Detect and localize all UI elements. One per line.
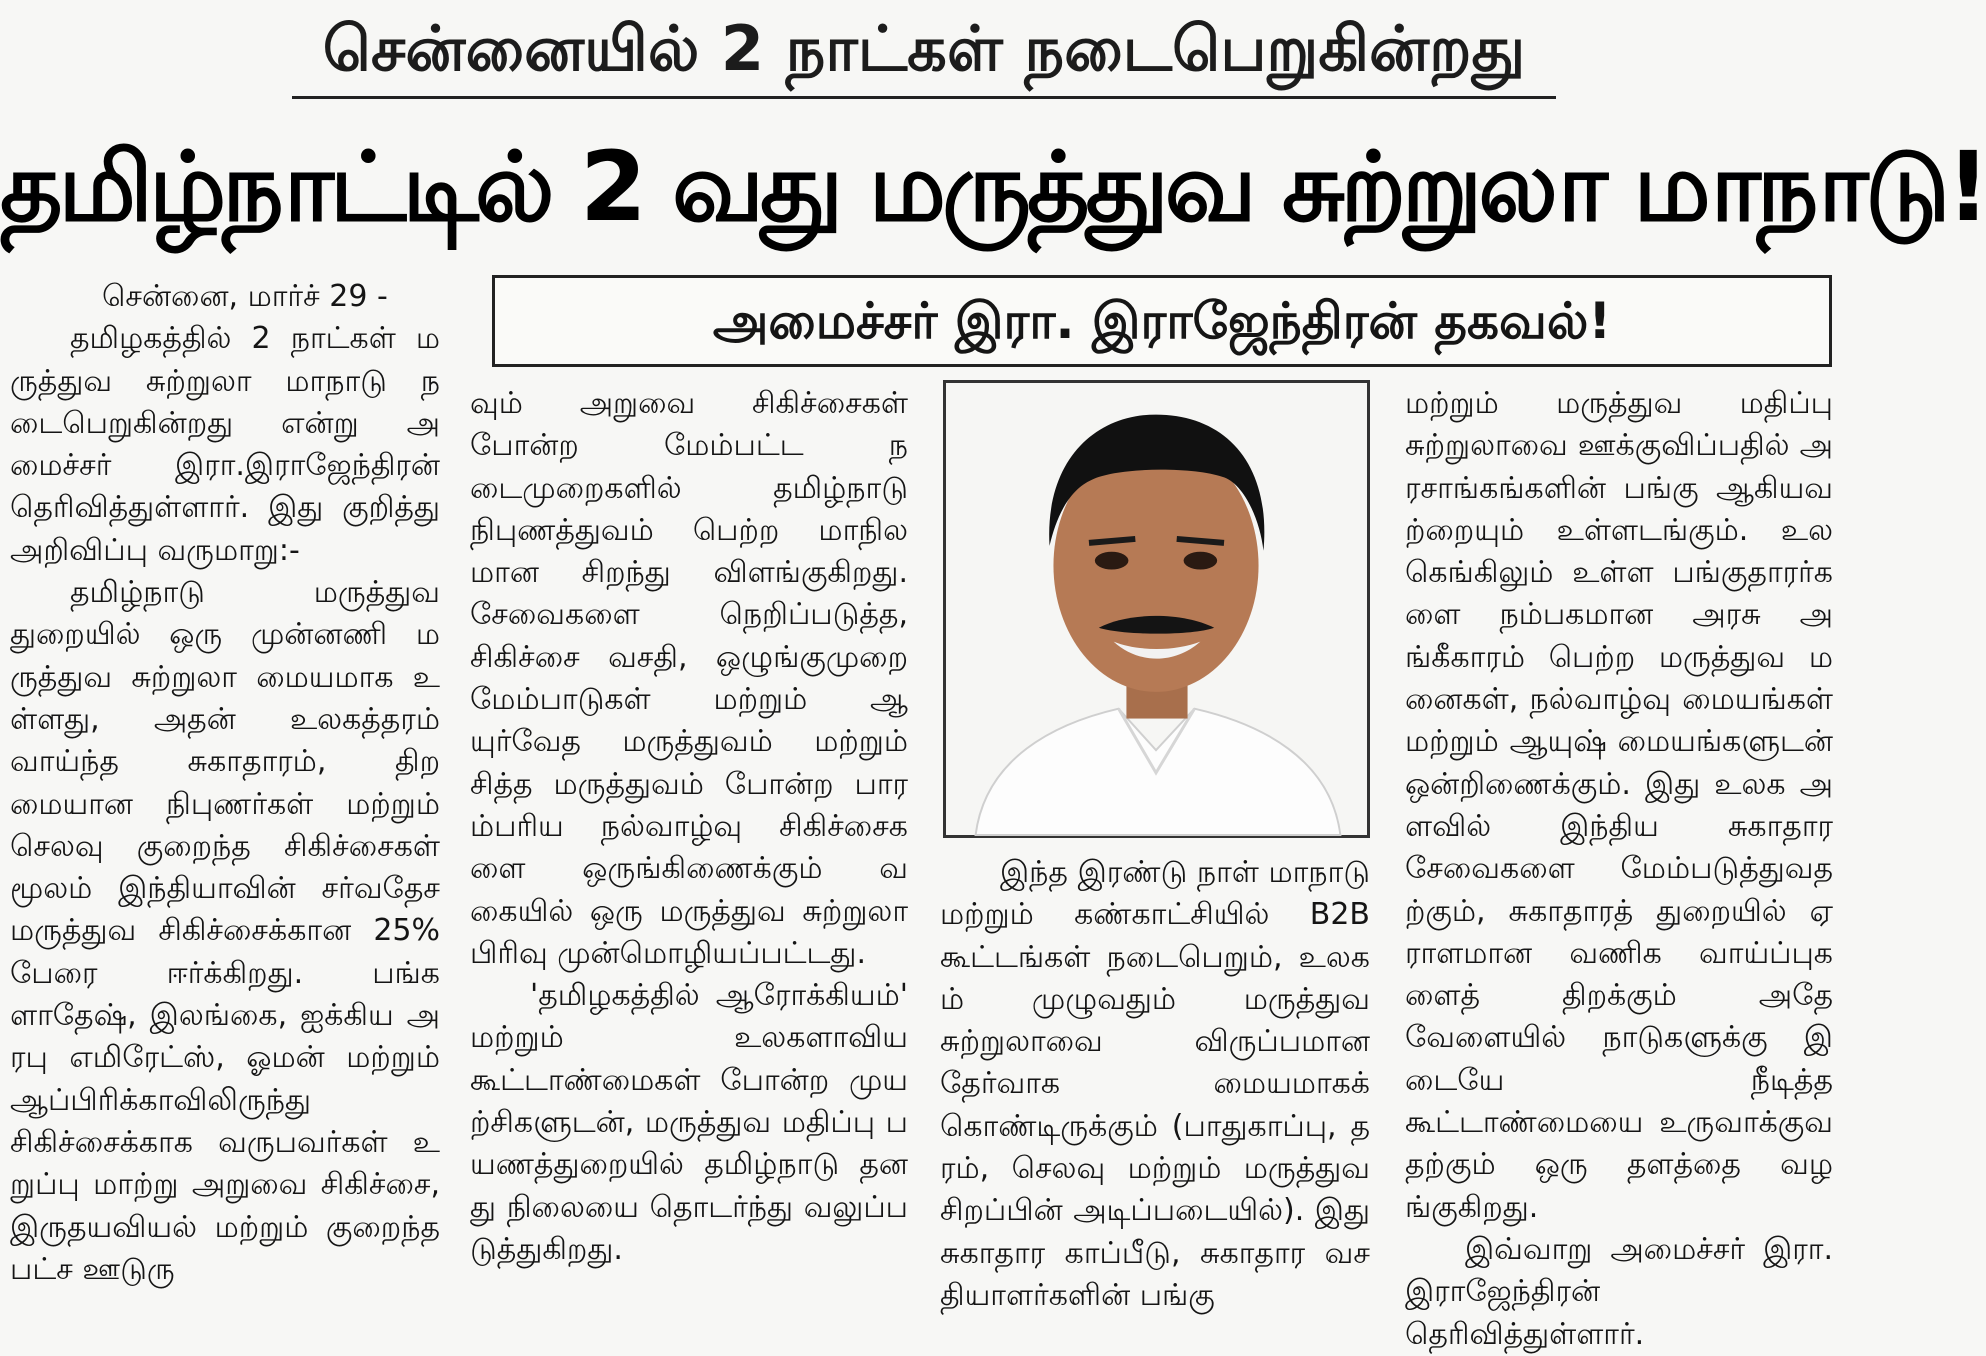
paragraph: 'தமிழகத்தில் ஆரோக்கியம்' மற்றும் உலகளாவிய கூட்டாண்மைகள் போன்ற முயற்சிகளுடன், மருத்துவ மதிப்பு பயணத்துறையில் தமிழ்நாடு தனது நிலையை தொடர்ந்து வலுப்படுத்துகிறது. xyxy=(470,978,908,1267)
article-column-4 xyxy=(1405,383,1833,1352)
minister-photo xyxy=(943,380,1370,838)
kicker-headline: சென்னையில் 2 நாட்கள் நடைபெறுகின்றது xyxy=(292,6,1556,99)
paragraph: இவ்வாறு அமைச்சர் இரா.இராஜேந்திரன் தெரிவித்துள்ளார். xyxy=(1405,1231,1833,1352)
article-column-3 xyxy=(940,852,1370,1313)
main-headline: தமிழ்நாட்டில் 2 வது மருத்துவ சுற்றுலா மாநாடு! xyxy=(0,131,1986,243)
dateline: சென்னை, மார்ச் 29 - xyxy=(102,279,388,314)
paragraph: மற்றும் மருத்துவ மதிப்பு சுற்றுலாவை ஊக்குவிப்பதில் அரசாங்கங்களின் பங்கு ஆகியவற்றையும் உள்ளடங்கும். உலகெங்கிலும் உள்ள பங்குதாரர்களை நம்பகமான அரசு அங்கீகாரம் பெற்ற மருத்துவ மனைகள், நல்வாழ்வு மையங்கள் மற்றும் ஆயுஷ் மையங்களுடன் ஒன்றிணைக்கும். இது உலக அளவில் இந்திய சுகாதார சேவைகளை மேம்படுத்துவதற்கும், சுகாதாரத் துறையில் ஏராளமான வணிக வாய்ப்புகளைத் திறக்கும் அதே வேளையில் நாடுகளுக்கு இடையே நீடித்த கூட்டாண்மையை உருவாக்குவதற்கும் ஒரு தளத்தை வழங்குகிறது. xyxy=(1405,386,1833,1225)
portrait-photo-icon xyxy=(946,383,1367,835)
sub-headline: அமைச்சர் இரா. இராஜேந்திரன் தகவல்! xyxy=(712,292,1612,350)
paragraph: தமிழகத்தில் 2 நாட்கள் மருத்துவ சுற்றுலா மாநாடு நடைபெறுகின்றது என்று அமைச்சர் இரா.இராஜேந்திரன் தெரிவித்துள்ளார். இது குறித்து அறிவிப்பு வருமாறு:- xyxy=(10,321,440,568)
paragraph: வும் அறுவை சிகிச்சைகள் போன்ற மேம்பட்ட நடைமுறைகளில் தமிழ்நாடு நிபுணத்துவம் பெற்ற மாநிலமான சிறந்து விளங்குகிறது. சேவைகளை நெறிப்படுத்த, சிகிச்சை வசதி, ஒழுங்குமுறை மேம்பாடுகள் மற்றும் ஆயுர்வேத மருத்துவம் மற்றும் சித்த மருத்துவம் போன்ற பாரம்பரிய நல்வாழ்வு சிகிச்சைகளை ஒருங்கிணைக்கும் வகையில் ஒரு மருத்துவ சுற்றுலா பிரிவு முன்மொழியப்பட்டது. xyxy=(470,386,908,971)
paragraph: தமிழ்நாடு மருத்துவதுறையில் ஒரு முன்னணி மருத்துவ சுற்றுலா மையமாக உள்ளது, அதன் உலகத்தரம் வாய்ந்த சுகாதாரம், திறமையான நிபுணர்கள் மற்றும் செலவு குறைந்த சிகிச்சைகள் மூலம் இந்தியாவின் சர்வதேச மருத்துவ சிகிச்சைக்கான 25% பேரை ஈர்க்கிறது. பங்களாதேஷ், இலங்கை, ஐக்கிய அரபு எமிரேட்ஸ், ஓமன் மற்றும் ஆப்பிரிக்காவிலிருந்து சிகிச்சைக்காக வருபவர்கள் உறுப்பு மாற்று அறுவை சிகிச்சை, இருதயவியல் மற்றும் குறைந்தபட்ச ஊடுரு xyxy=(10,575,440,1287)
paragraph: இந்த இரண்டு நாள் மாநாடு மற்றும் கண்காட்சியில் B2B கூட்டங்கள் நடைபெறும், உலகம் முழுவதும் மருத்துவ சுற்றுலாவை விருப்பமான தேர்வாக மையமாகக் கொண்டிருக்கும் (பாதுகாப்பு, தரம், செலவு மற்றும் மருத்துவ சிறப்பின் அடிப்படையில்). இது சுகாதார காப்பீடு, சுகாதார வசதியாளர்களின் பங்கு xyxy=(940,855,1370,1313)
article-column-2 xyxy=(470,383,908,1306)
sub-headline-box xyxy=(492,275,1832,367)
article-column-1 xyxy=(10,276,440,1306)
